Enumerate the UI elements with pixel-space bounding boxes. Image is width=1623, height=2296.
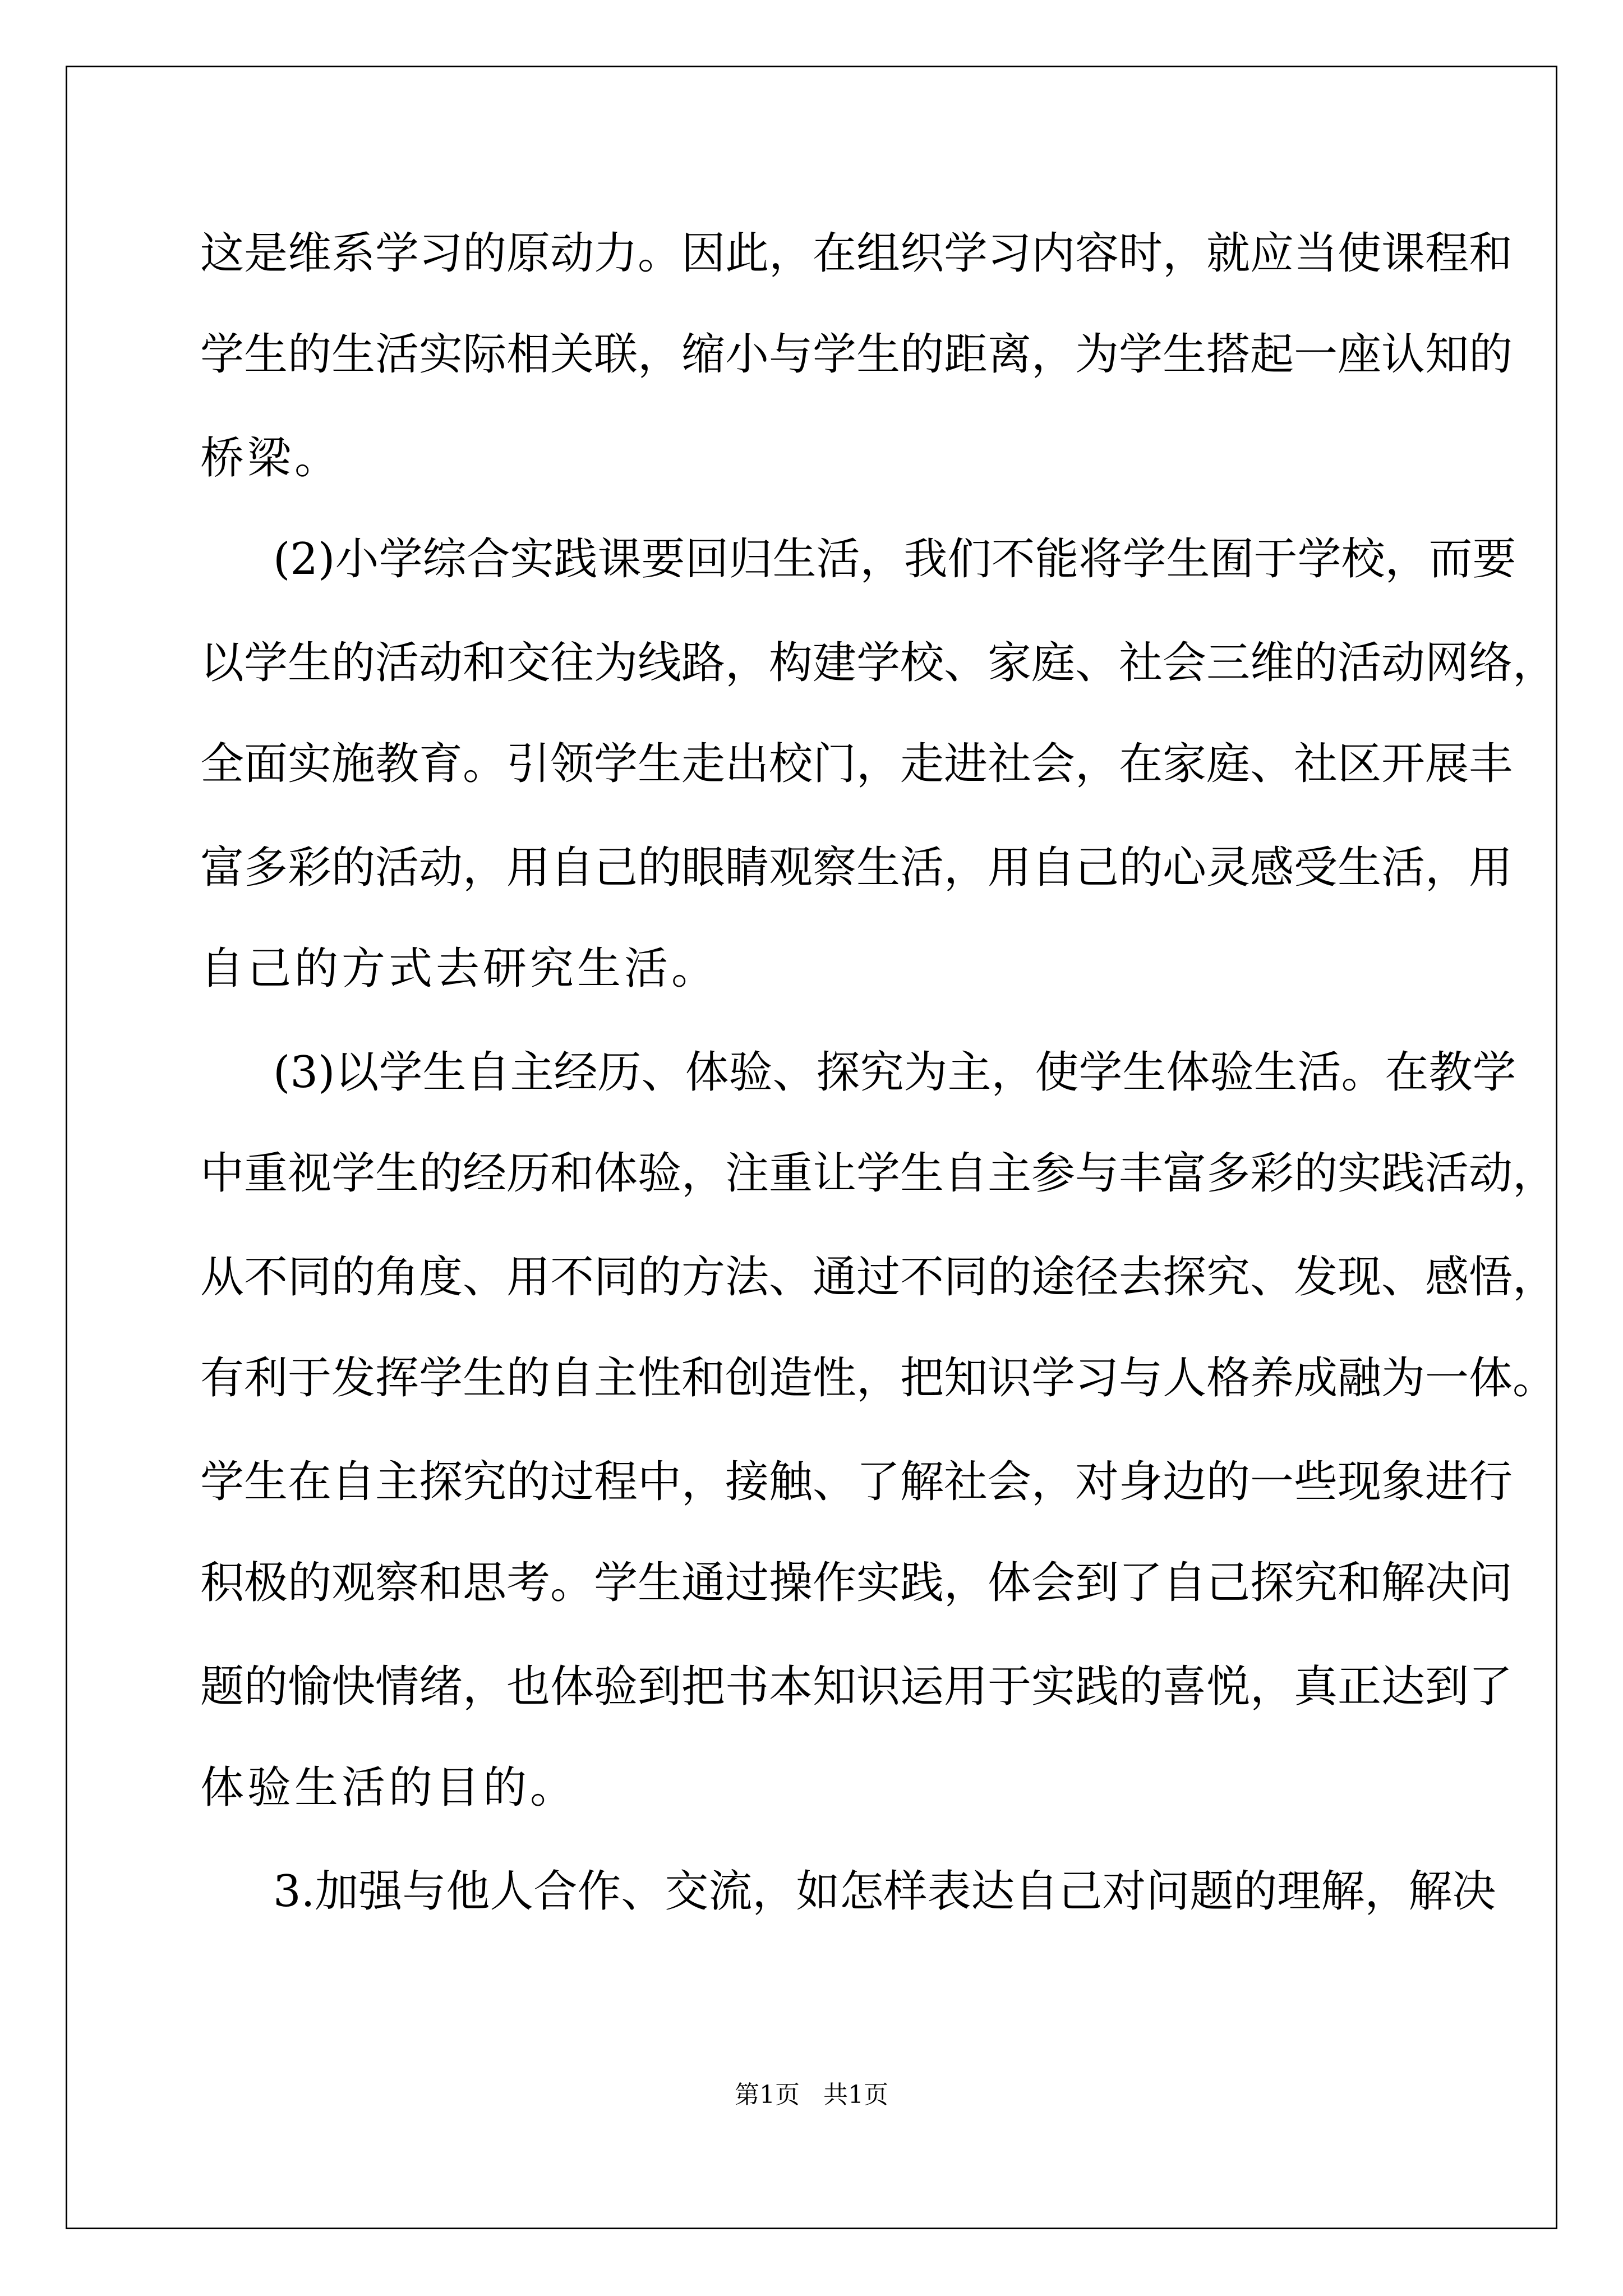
text-line-3: 桥梁。 [200, 433, 342, 484]
text-line-2: 学生的生活实际相关联，缩小与学生的距离，为学生搭起一座认知的 [200, 329, 1513, 380]
text-line-1: 这是维系学习的原动力。因此，在组织学习内容时，就应当使课程和 [200, 228, 1513, 279]
text-line-15: 题的愉快情绪，也体验到把书本知识运用于实践的喜悦，真正达到了 [200, 1662, 1513, 1712]
text-line-16: 体验生活的目的。 [200, 1763, 578, 1813]
text-line-12: 有利于发挥学生的自主性和创造性，把知识学习与人格养成融为一体。 [200, 1353, 1557, 1404]
text-line-9: (3)以学生自主经历、体验、探究为主，使学生体验生活。在教学 [273, 1047, 1516, 1098]
text-line-17: 3.加强与他人合作、交流，如怎样表达自己对问题的理解，解决 [273, 1866, 1496, 1917]
text-line-14: 积极的观察和思考。学生通过操作实践，体会到了自己探究和解决问 [200, 1558, 1513, 1608]
text-line-4: (2)小学综合实践课要回归生活，我们不能将学生囿于学校，而要 [273, 534, 1516, 585]
text-line-11: 从不同的角度、用不同的方法、通过不同的途径去探究、发现、感悟， [200, 1252, 1557, 1303]
text-line-10: 中重视学生的经历和体验，注重让学生自主参与丰富多彩的实践活动， [200, 1148, 1557, 1199]
text-line-6: 全面实施教育。引领学生走出校门，走进社会，在家庭、社区开展丰 [200, 739, 1513, 789]
page-number-footer: 第1页 共1页 [735, 2081, 888, 2109]
text-line-5: 以学生的活动和交往为线路，构建学校、家庭、社会三维的活动网络， [200, 638, 1557, 688]
text-line-7: 富多彩的活动，用自己的眼睛观察生活，用自己的心灵感受生活，用 [200, 843, 1513, 893]
text-line-8: 自己的方式去研究生活。 [200, 944, 719, 994]
text-line-13: 学生在自主探究的过程中，接触、了解社会，对身边的一些现象进行 [200, 1457, 1513, 1507]
